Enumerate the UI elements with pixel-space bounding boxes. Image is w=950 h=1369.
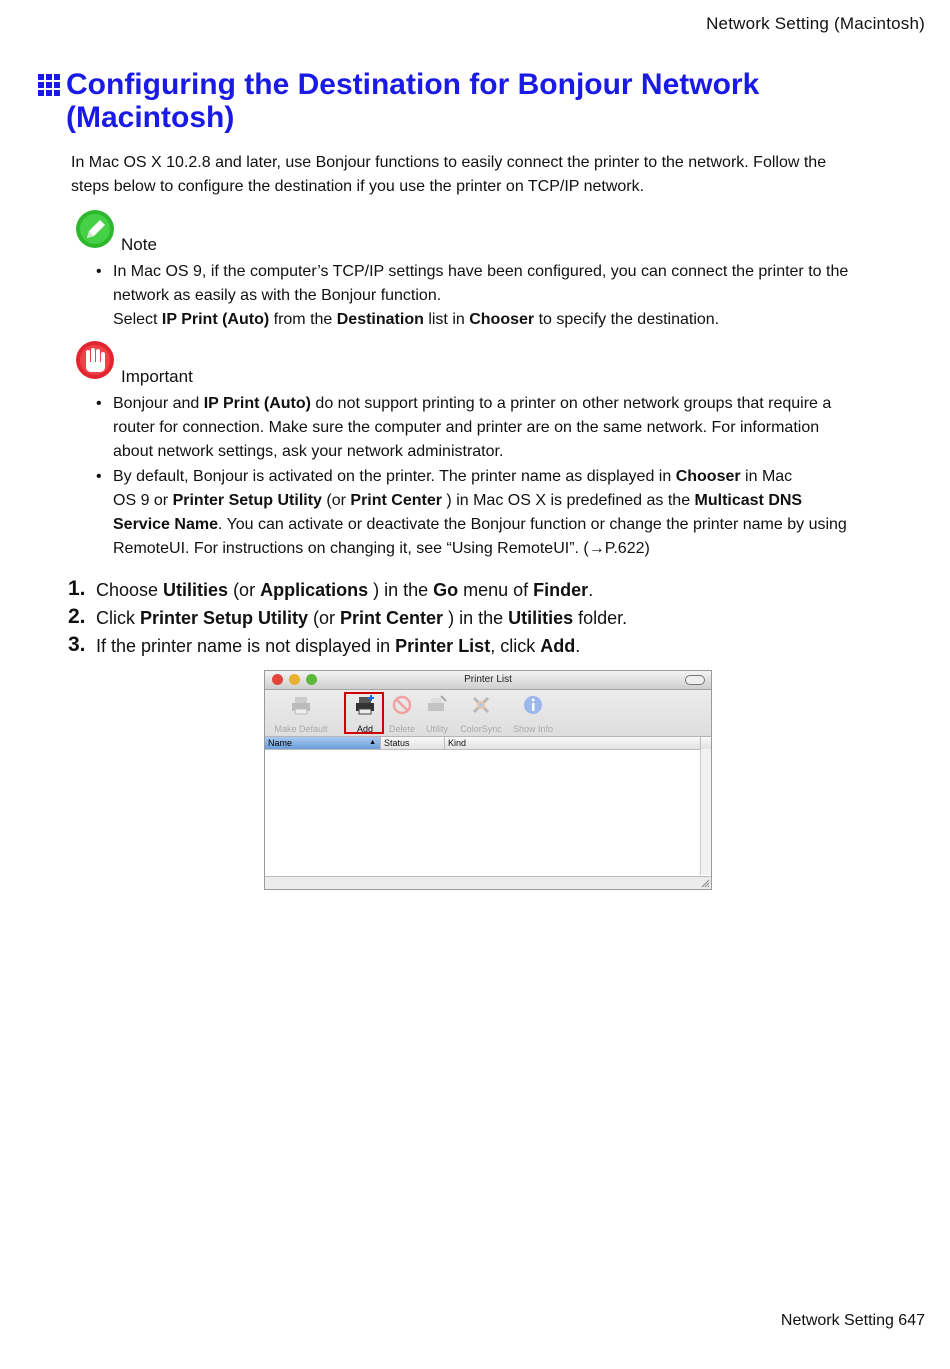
make-default-button[interactable]: Make Default <box>269 690 333 736</box>
vertical-scrollbar[interactable] <box>700 749 711 875</box>
window-toolbar <box>265 690 711 737</box>
important-bullet-2: • By default, Bonjour is activated on the printer. The printer name as displayed in Chooser in Mac OS 9 or Printer Setup Utility (or Print Center ) in Mac OS X is predefined as the Multicast DNS Service Name. You can activate or deactivate the Bonjour function or change the printer name by using RemoteUI. For instructions on changing it, see “Using RemoteUI”. (→P.622) <box>96 468 847 557</box>
window-bottom-bar <box>265 876 711 889</box>
running-header: Network Setting (Macintosh) <box>706 14 925 33</box>
show-info-button[interactable]: Show Info <box>509 690 557 736</box>
important-label: Important <box>121 367 193 386</box>
column-kind[interactable]: Kind <box>445 737 701 749</box>
printer-utility-icon <box>426 694 448 716</box>
colorsync-icon <box>470 694 492 716</box>
window-title: Printer List <box>464 674 512 685</box>
note-label: Note <box>121 235 157 254</box>
delete-button[interactable]: Delete <box>387 690 417 736</box>
add-button[interactable]: Add <box>345 690 385 736</box>
important-bullet-1: • Bonjour and IP Print (Auto) do not support printing to a printer on other network groups that require a router for connection. Make sure the computer and printer are on the same network. For information about network settings, ask your network administrator. <box>96 395 832 460</box>
note-pencil-icon <box>75 209 115 249</box>
window-titlebar <box>265 671 711 690</box>
page-footer: Network Setting 647 <box>780 1312 925 1329</box>
column-name[interactable]: Name ▲ <box>265 737 381 749</box>
add-button-highlight <box>344 692 384 734</box>
sort-ascending-icon: ▲ <box>369 739 376 746</box>
printer-list-header <box>265 737 711 750</box>
important-hand-icon <box>75 340 115 380</box>
printer-list-window <box>264 670 712 890</box>
utility-button[interactable]: Utility <box>421 690 453 736</box>
resize-grip-icon[interactable] <box>701 879 710 888</box>
intro-paragraph: In Mac OS X 10.2.8 and later, use Bonjour functions to easily connect the printer to the network. Follow the steps below to configure the destination if you use the printer on TCP/IP network. <box>71 154 827 195</box>
printer-icon <box>290 694 312 716</box>
section-grid-icon <box>38 74 60 96</box>
delete-icon <box>391 694 413 716</box>
page-title: Configuring the Destination for Bonjour Network (Macintosh) <box>66 68 760 134</box>
note-bullet: • In Mac OS 9, if the computer’s TCP/IP settings have been configured, you can connect the printer to the network as easily as with the Bonjour function. Select IP Print (Auto) from the Destination list in Chooser to specify the destination. <box>96 263 849 328</box>
column-status[interactable]: Status <box>381 737 445 749</box>
info-icon <box>522 694 544 716</box>
colorsync-button[interactable]: ColorSync <box>455 690 507 736</box>
toolbar-toggle-button[interactable] <box>685 675 705 685</box>
